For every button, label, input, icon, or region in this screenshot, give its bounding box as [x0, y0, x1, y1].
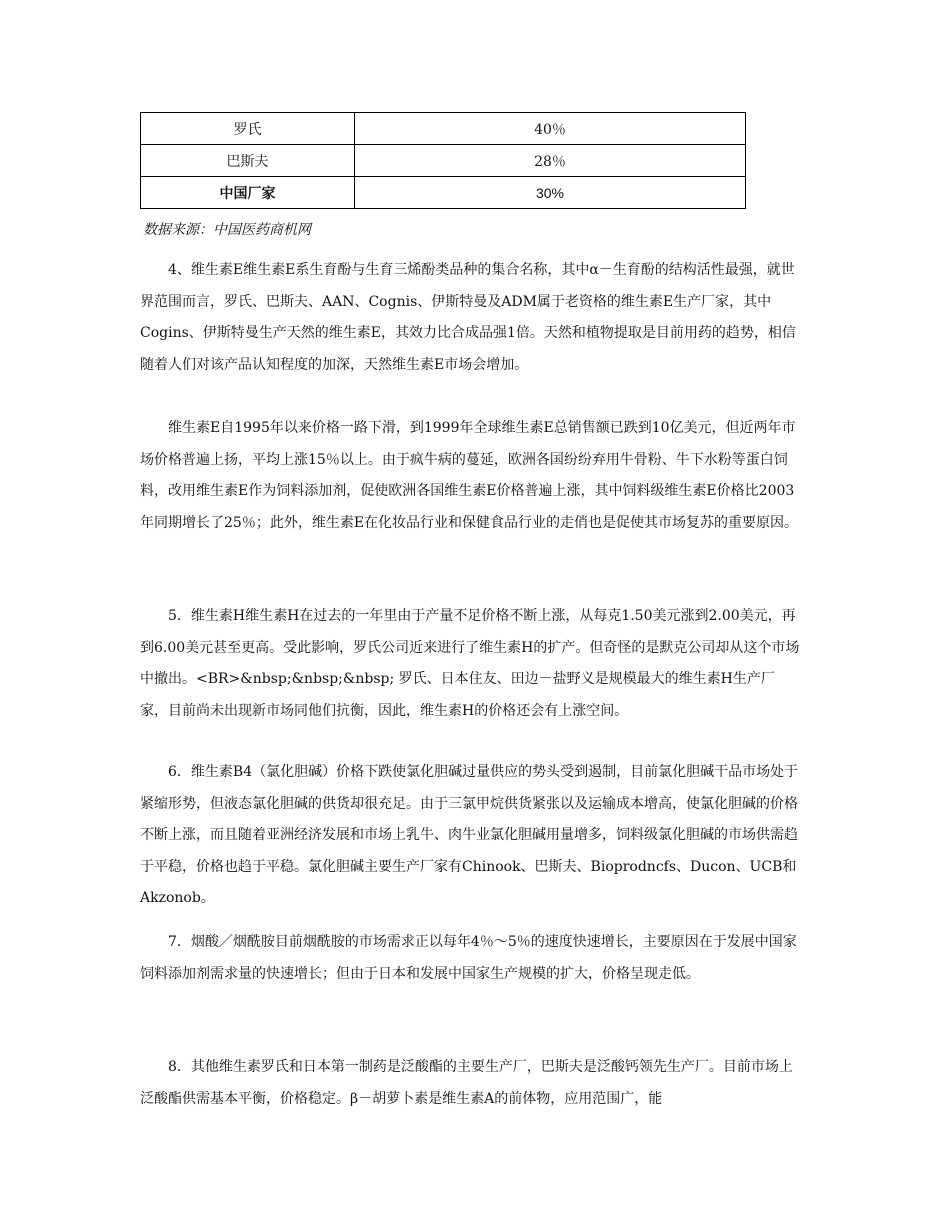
share-cell: 28％	[355, 145, 746, 177]
company-cell: 巴斯夫	[141, 145, 355, 177]
table-row	[141, 177, 746, 209]
market-share-table	[140, 112, 746, 209]
paragraph-niacin: 7．烟酸／烟酰胺目前烟酰胺的市场需求正以每年4％～5％的速度快速增长，主要原因在于发展中国家饲料添加剂需求量的快速增长；但由于日本和发展中国家生产规模的扩大，价格呈现走低。	[140, 934, 797, 982]
share-cell: 30%	[355, 177, 746, 209]
paragraph-vitamin-h: 5．维生素H维生素H在过去的一年里由于产量不足价格不断上涨，从每克1.50美元涨到2.00美元，再到6.00美元甚至更高。受此影响，罗氏公司近来进行了维生素H的扩产。但奇怪的是默克公司却从这个市场中撤出。<BR>&nbsp;&nbsp;&nbsp; 罗氏、日本住友、田边－盐野义是规模最大的维生素H生产厂家，目前尚未出现新市场同他们抗衡，因此，维生素H的价格还会有上涨空间。	[140, 608, 800, 719]
paragraph-other-vitamins: 8．其他维生素罗氏和日本第一制药是泛酸酯的主要生产厂，巴斯夫是泛酸钙领先生产厂。目前市场上泛酸酯供需基本平衡，价格稳定。β－胡萝卜素是维生素A的前体物，应用范围广，能	[140, 1059, 793, 1107]
table-row	[141, 113, 746, 145]
paragraph-vitamin-e: 4、维生素E维生素E系生育酚与生育三烯酚类品种的集合名称，其中α－生育酚的结构活性最强，就世界范围而言，罗氏、巴斯夫、AAN、Cognis、伊斯特曼及ADM属于老资格的维生素E生产厂家，其中Cogins、伊斯特曼生产天然的维生素E，其效力比合成品强1倍。天然和植物提取是目前用药的趋势，相信随着人们对该产品认知程度的加深，天然维生素E市场会增加。	[140, 262, 796, 373]
company-cell: 中国厂家	[141, 177, 355, 209]
company-cell: 罗氏	[141, 113, 355, 145]
paragraph-vitamin-b4: 6．维生素B4（氯化胆碱）价格下跌使氯化胆碱过量供应的势头受到遏制，目前氯化胆碱干品市场处于紧缩形势，但液态氯化胆碱的供货却很充足。由于三氯甲烷供货紧张以及运输成本增高，使氯化胆碱的价格不断上涨，而且随着亚洲经济发展和市场上乳牛、肉牛业氯化胆碱用量增多，饲料级氯化胆碱的市场供需趋于平稳，价格也趋于平稳。氯化胆碱主要生产厂家有Chinook、巴斯夫、Bioprodncfs、Ducon、UCB和Akzonob。	[140, 764, 799, 906]
share-cell: 40％	[355, 113, 746, 145]
paragraph-vitamin-e-price: 维生素E自1995年以来价格一路下滑，到1999年全球维生素E总销售额已跌到10亿美元，但近两年市场价格普遍上扬，平均上涨15％以上。由于疯牛病的蔓延，欧洲各国纷纷弃用牛骨粉、牛下水粉等蛋白饲料，改用维生素E作为饲料添加剂，促使欧洲各国维生素E价格普遍上涨，其中饲料级维生素E价格比2003年同期增长了25％；此外，维生素E在化妆品行业和保健食品行业的走俏也是促使其市场复苏的重要原因。	[140, 420, 799, 531]
table-row	[141, 145, 746, 177]
data-source-note: 数据来源：中国医药商机网	[143, 222, 311, 238]
